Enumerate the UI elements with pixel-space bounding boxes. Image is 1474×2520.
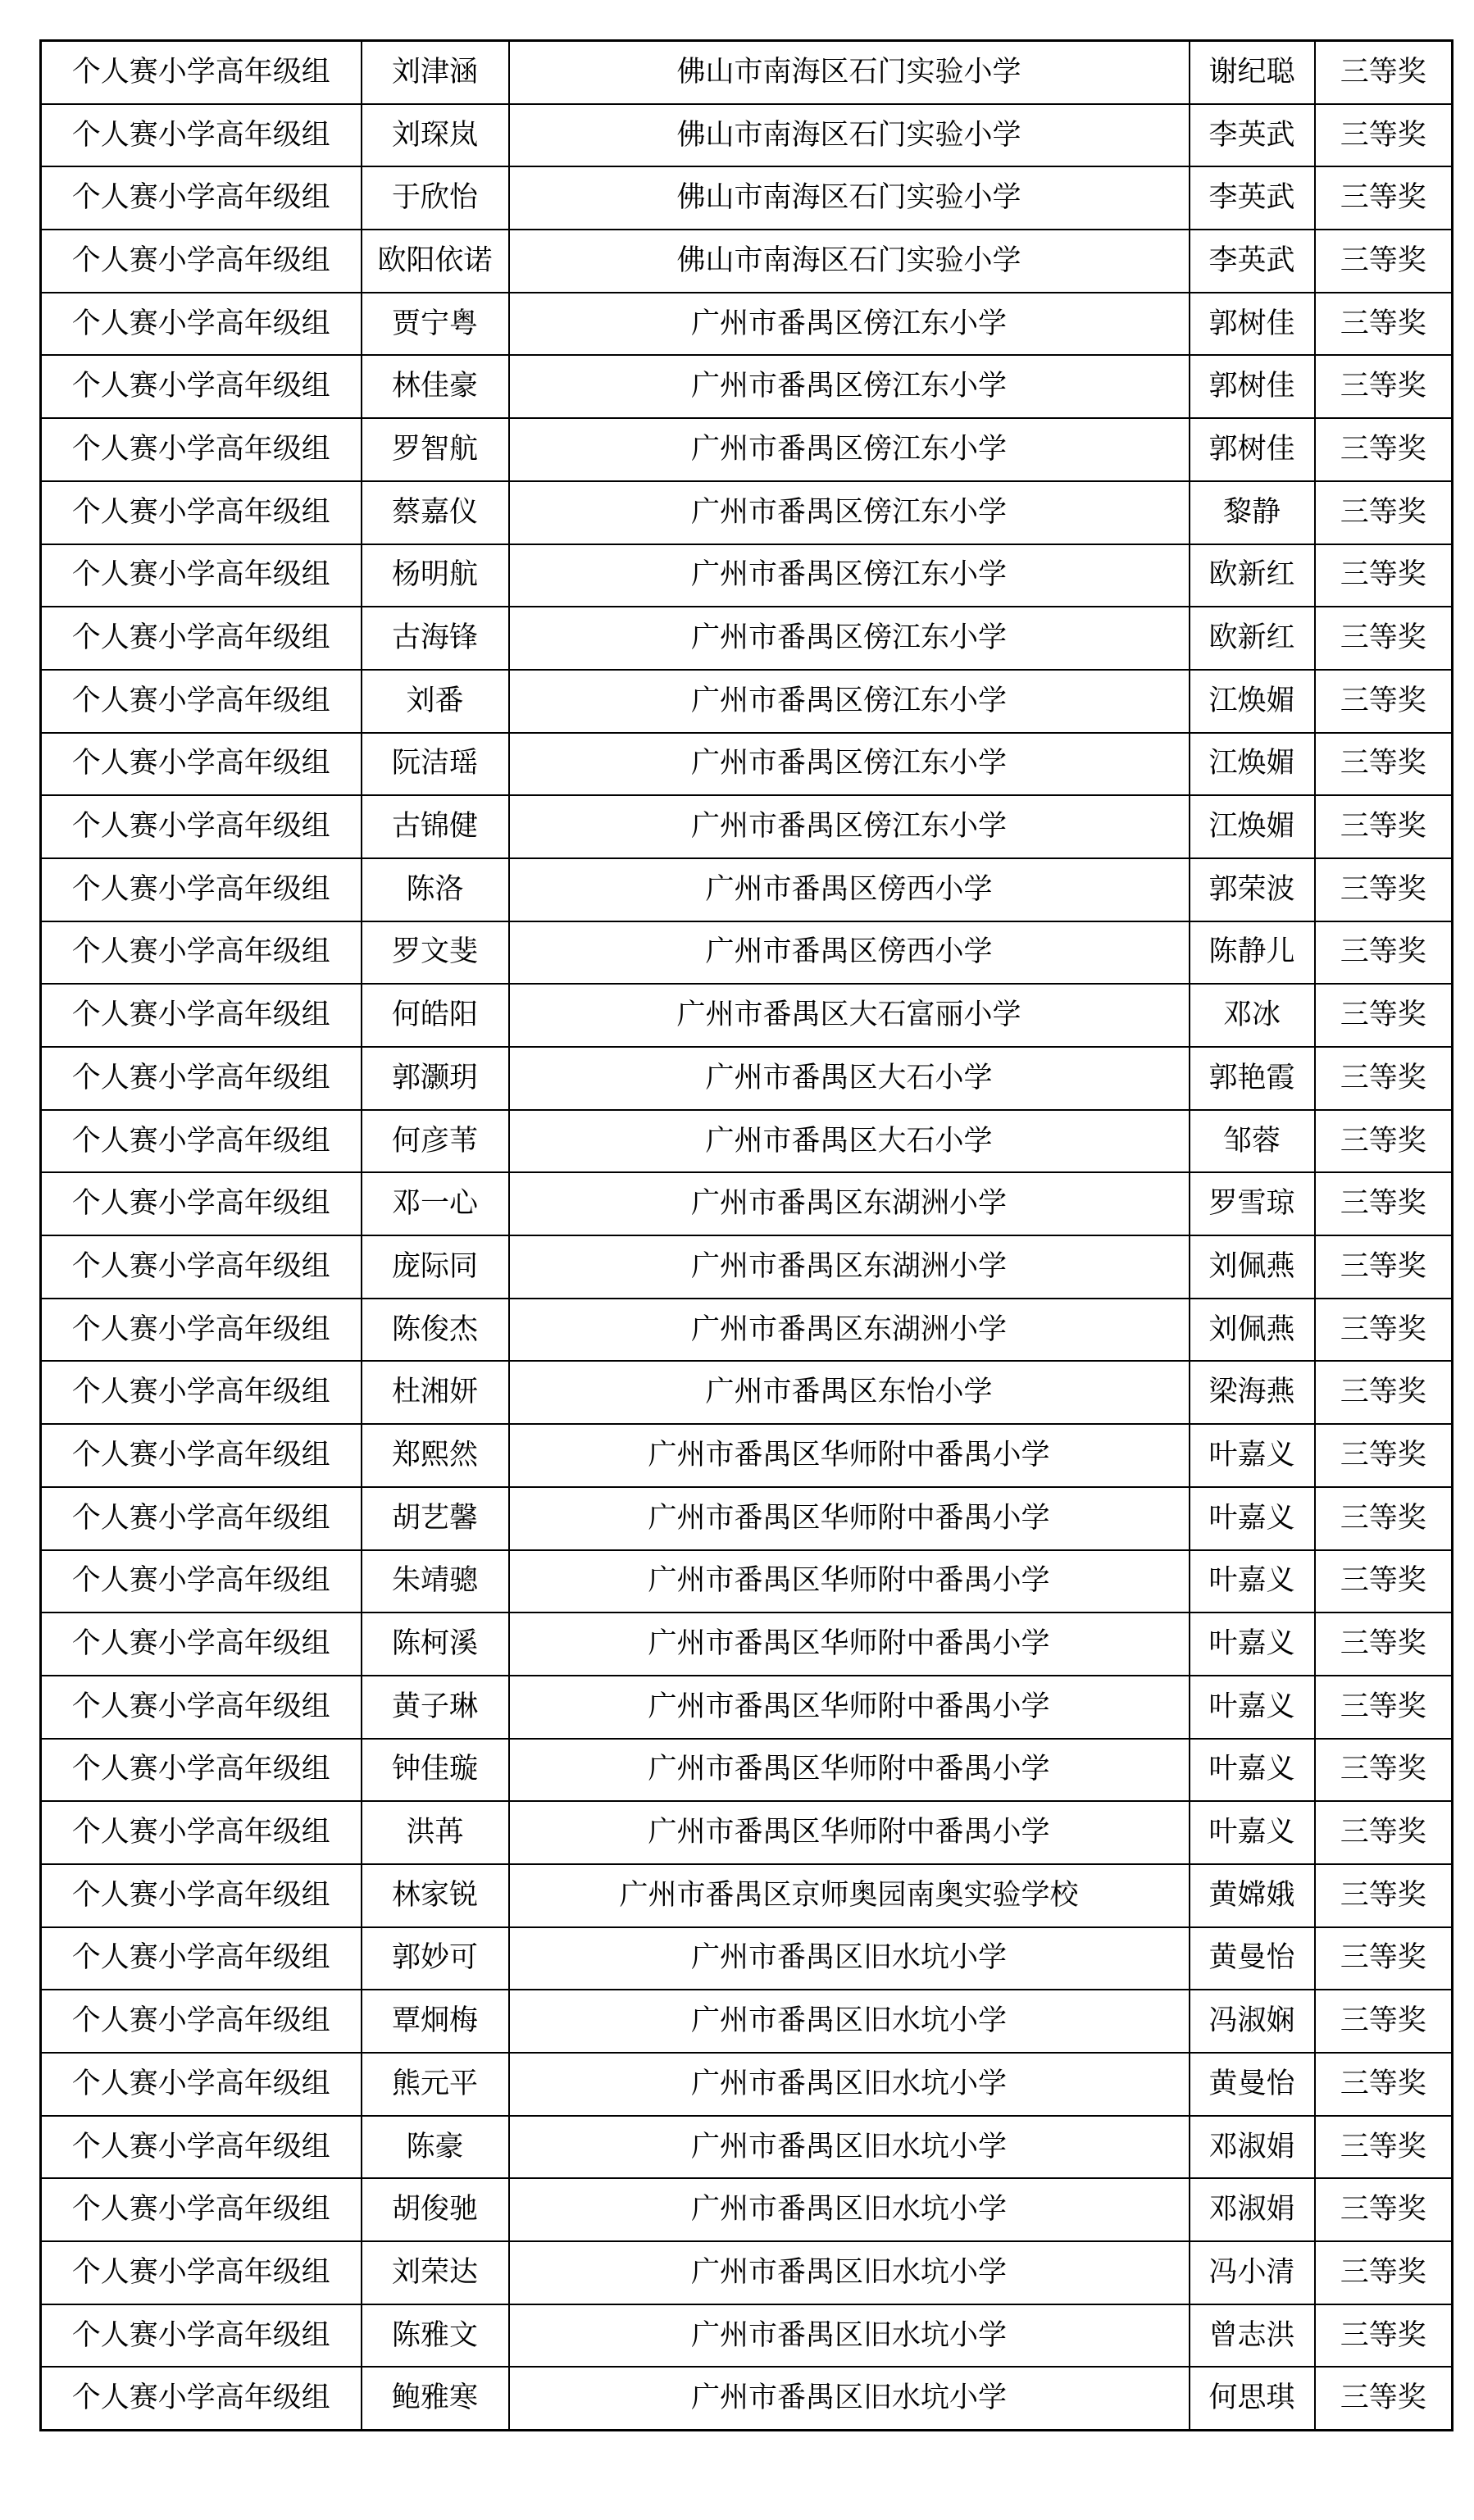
- student-name-cell: 古锦健: [362, 795, 509, 858]
- category-cell: 个人赛小学高年级组: [41, 481, 362, 544]
- school-cell: 广州市番禺区大石小学: [509, 1047, 1190, 1110]
- school-cell: 广州市番禺区旧水坑小学: [509, 2367, 1190, 2430]
- award-cell: 三等奖: [1315, 1801, 1453, 1864]
- category-cell: 个人赛小学高年级组: [41, 1047, 362, 1110]
- teacher-cell: 郭树佳: [1190, 418, 1315, 481]
- student-name-cell: 蔡嘉仪: [362, 481, 509, 544]
- table-row: [41, 293, 1453, 356]
- table-row: [41, 607, 1453, 670]
- award-cell: 三等奖: [1315, 1864, 1453, 1927]
- table-row: [41, 544, 1453, 607]
- award-cell: 三等奖: [1315, 1676, 1453, 1739]
- student-name-cell: 陈俊杰: [362, 1299, 509, 1362]
- school-cell: 广州市番禺区傍江东小学: [509, 293, 1190, 356]
- award-cell: 三等奖: [1315, 544, 1453, 607]
- table-row: [41, 858, 1453, 921]
- award-cell: 三等奖: [1315, 1739, 1453, 1802]
- school-cell: 广州市番禺区旧水坑小学: [509, 1990, 1190, 2053]
- teacher-cell: 叶嘉义: [1190, 1676, 1315, 1739]
- category-cell: 个人赛小学高年级组: [41, 921, 362, 985]
- school-cell: 广州市番禺区傍江东小学: [509, 795, 1190, 858]
- teacher-cell: 邓淑娟: [1190, 2116, 1315, 2179]
- category-cell: 个人赛小学高年级组: [41, 1361, 362, 1424]
- award-cell: 三等奖: [1315, 858, 1453, 921]
- award-cell: 三等奖: [1315, 2367, 1453, 2430]
- table-row: [41, 1613, 1453, 1676]
- teacher-cell: 叶嘉义: [1190, 1801, 1315, 1864]
- category-cell: 个人赛小学高年级组: [41, 2304, 362, 2368]
- teacher-cell: 叶嘉义: [1190, 1424, 1315, 1487]
- school-cell: 广州市番禺区华师附中番禺小学: [509, 1487, 1190, 1550]
- table-row: [41, 2367, 1453, 2430]
- table-row: [41, 418, 1453, 481]
- table-row: [41, 230, 1453, 293]
- student-name-cell: 林家锐: [362, 1864, 509, 1927]
- school-cell: 广州市番禺区东湖洲小学: [509, 1235, 1190, 1299]
- teacher-cell: 叶嘉义: [1190, 1613, 1315, 1676]
- category-cell: 个人赛小学高年级组: [41, 418, 362, 481]
- award-cell: 三等奖: [1315, 2241, 1453, 2304]
- school-cell: 佛山市南海区石门实验小学: [509, 166, 1190, 230]
- school-cell: 广州市番禺区傍江东小学: [509, 544, 1190, 607]
- school-cell: 广州市番禺区傍江东小学: [509, 355, 1190, 418]
- award-cell: 三等奖: [1315, 1424, 1453, 1487]
- student-name-cell: 胡艺馨: [362, 1487, 509, 1550]
- table-row: [41, 1927, 1453, 1990]
- student-name-cell: 罗智航: [362, 418, 509, 481]
- table-row: [41, 104, 1453, 167]
- table-row: [41, 2116, 1453, 2179]
- table-row: [41, 41, 1453, 104]
- award-cell: 三等奖: [1315, 733, 1453, 796]
- table-row: [41, 733, 1453, 796]
- teacher-cell: 冯小清: [1190, 2241, 1315, 2304]
- student-name-cell: 覃炯梅: [362, 1990, 509, 2053]
- student-name-cell: 刘荣达: [362, 2241, 509, 2304]
- category-cell: 个人赛小学高年级组: [41, 858, 362, 921]
- category-cell: 个人赛小学高年级组: [41, 670, 362, 733]
- teacher-cell: 邹蓉: [1190, 1110, 1315, 1173]
- student-name-cell: 罗文斐: [362, 921, 509, 985]
- award-cell: 三等奖: [1315, 104, 1453, 167]
- table-row: [41, 921, 1453, 985]
- school-cell: 广州市番禺区东湖洲小学: [509, 1172, 1190, 1235]
- category-cell: 个人赛小学高年级组: [41, 1172, 362, 1235]
- school-cell: 广州市番禺区旧水坑小学: [509, 2053, 1190, 2116]
- award-cell: 三等奖: [1315, 2178, 1453, 2241]
- teacher-cell: 叶嘉义: [1190, 1550, 1315, 1613]
- teacher-cell: 李英武: [1190, 230, 1315, 293]
- student-name-cell: 陈雅文: [362, 2304, 509, 2368]
- category-cell: 个人赛小学高年级组: [41, 1927, 362, 1990]
- student-name-cell: 陈柯溪: [362, 1613, 509, 1676]
- award-cell: 三等奖: [1315, 984, 1453, 1047]
- category-cell: 个人赛小学高年级组: [41, 1864, 362, 1927]
- teacher-cell: 郭树佳: [1190, 293, 1315, 356]
- category-cell: 个人赛小学高年级组: [41, 1739, 362, 1802]
- teacher-cell: 陈静儿: [1190, 921, 1315, 985]
- teacher-cell: 曾志洪: [1190, 2304, 1315, 2368]
- table-row: [41, 1361, 1453, 1424]
- teacher-cell: 李英武: [1190, 104, 1315, 167]
- school-cell: 广州市番禺区傍江东小学: [509, 481, 1190, 544]
- school-cell: 广州市番禺区旧水坑小学: [509, 2116, 1190, 2179]
- school-cell: 广州市番禺区傍江东小学: [509, 418, 1190, 481]
- award-cell: 三等奖: [1315, 2116, 1453, 2179]
- award-cell: 三等奖: [1315, 41, 1453, 104]
- category-cell: 个人赛小学高年级组: [41, 41, 362, 104]
- student-name-cell: 胡俊驰: [362, 2178, 509, 2241]
- category-cell: 个人赛小学高年级组: [41, 1110, 362, 1173]
- teacher-cell: 罗雪琼: [1190, 1172, 1315, 1235]
- teacher-cell: 邓淑娟: [1190, 2178, 1315, 2241]
- award-cell: 三等奖: [1315, 1299, 1453, 1362]
- table-row: [41, 984, 1453, 1047]
- category-cell: 个人赛小学高年级组: [41, 544, 362, 607]
- category-cell: 个人赛小学高年级组: [41, 2053, 362, 2116]
- table-row: [41, 1990, 1453, 2053]
- student-name-cell: 贾宁粤: [362, 293, 509, 356]
- student-name-cell: 阮洁瑶: [362, 733, 509, 796]
- table-row: [41, 355, 1453, 418]
- category-cell: 个人赛小学高年级组: [41, 1676, 362, 1739]
- student-name-cell: 陈洛: [362, 858, 509, 921]
- table-row: [41, 481, 1453, 544]
- table-row: [41, 1299, 1453, 1362]
- school-cell: 佛山市南海区石门实验小学: [509, 104, 1190, 167]
- category-cell: 个人赛小学高年级组: [41, 1990, 362, 2053]
- table-row: [41, 2178, 1453, 2241]
- award-cell: 三等奖: [1315, 670, 1453, 733]
- teacher-cell: 江焕媚: [1190, 795, 1315, 858]
- award-cell: 三等奖: [1315, 1613, 1453, 1676]
- student-name-cell: 古海锋: [362, 607, 509, 670]
- category-cell: 个人赛小学高年级组: [41, 355, 362, 418]
- student-name-cell: 熊元平: [362, 2053, 509, 2116]
- award-cell: 三等奖: [1315, 921, 1453, 985]
- school-cell: 广州市番禺区傍西小学: [509, 858, 1190, 921]
- student-name-cell: 郭妙可: [362, 1927, 509, 1990]
- student-name-cell: 杜湘妍: [362, 1361, 509, 1424]
- teacher-cell: 郭树佳: [1190, 355, 1315, 418]
- award-cell: 三等奖: [1315, 166, 1453, 230]
- student-name-cell: 庞际同: [362, 1235, 509, 1299]
- category-cell: 个人赛小学高年级组: [41, 230, 362, 293]
- school-cell: 广州市番禺区旧水坑小学: [509, 2241, 1190, 2304]
- table-row: [41, 1801, 1453, 1864]
- teacher-cell: 叶嘉义: [1190, 1739, 1315, 1802]
- student-name-cell: 刘津涵: [362, 41, 509, 104]
- teacher-cell: 郭艳霞: [1190, 1047, 1315, 1110]
- award-cell: 三等奖: [1315, 1110, 1453, 1173]
- award-cell: 三等奖: [1315, 2304, 1453, 2368]
- teacher-cell: 何思琪: [1190, 2367, 1315, 2430]
- student-name-cell: 陈豪: [362, 2116, 509, 2179]
- table-row: [41, 670, 1453, 733]
- student-name-cell: 刘番: [362, 670, 509, 733]
- teacher-cell: 江焕媚: [1190, 733, 1315, 796]
- award-cell: 三等奖: [1315, 230, 1453, 293]
- table-row: [41, 1172, 1453, 1235]
- school-cell: 广州市番禺区大石小学: [509, 1110, 1190, 1173]
- award-cell: 三等奖: [1315, 355, 1453, 418]
- award-cell: 三等奖: [1315, 1487, 1453, 1550]
- category-cell: 个人赛小学高年级组: [41, 166, 362, 230]
- student-name-cell: 朱靖骢: [362, 1550, 509, 1613]
- category-cell: 个人赛小学高年级组: [41, 2178, 362, 2241]
- school-cell: 广州市番禺区旧水坑小学: [509, 1927, 1190, 1990]
- teacher-cell: 刘佩燕: [1190, 1235, 1315, 1299]
- school-cell: 广州市番禺区傍西小学: [509, 921, 1190, 985]
- table-row: [41, 166, 1453, 230]
- teacher-cell: 黄曼怡: [1190, 2053, 1315, 2116]
- award-cell: 三等奖: [1315, 2053, 1453, 2116]
- table-row: [41, 2304, 1453, 2368]
- student-name-cell: 于欣怡: [362, 166, 509, 230]
- school-cell: 广州市番禺区东怡小学: [509, 1361, 1190, 1424]
- category-cell: 个人赛小学高年级组: [41, 104, 362, 167]
- teacher-cell: 谢纪聪: [1190, 41, 1315, 104]
- teacher-cell: 江焕媚: [1190, 670, 1315, 733]
- school-cell: 广州市番禺区京师奥园南奥实验学校: [509, 1864, 1190, 1927]
- student-name-cell: 洪苒: [362, 1801, 509, 1864]
- table-row: [41, 795, 1453, 858]
- teacher-cell: 欧新红: [1190, 544, 1315, 607]
- award-cell: 三等奖: [1315, 1235, 1453, 1299]
- award-cell: 三等奖: [1315, 1047, 1453, 1110]
- school-cell: 广州市番禺区大石富丽小学: [509, 984, 1190, 1047]
- table-row: [41, 1739, 1453, 1802]
- school-cell: 佛山市南海区石门实验小学: [509, 41, 1190, 104]
- school-cell: 广州市番禺区傍江东小学: [509, 733, 1190, 796]
- student-name-cell: 何皓阳: [362, 984, 509, 1047]
- award-cell: 三等奖: [1315, 1550, 1453, 1613]
- category-cell: 个人赛小学高年级组: [41, 1801, 362, 1864]
- category-cell: 个人赛小学高年级组: [41, 1424, 362, 1487]
- teacher-cell: 黄嫦娥: [1190, 1864, 1315, 1927]
- student-name-cell: 刘琛岚: [362, 104, 509, 167]
- school-cell: 广州市番禺区华师附中番禺小学: [509, 1676, 1190, 1739]
- category-cell: 个人赛小学高年级组: [41, 795, 362, 858]
- school-cell: 广州市番禺区傍江东小学: [509, 670, 1190, 733]
- student-name-cell: 郑熙然: [362, 1424, 509, 1487]
- category-cell: 个人赛小学高年级组: [41, 1550, 362, 1613]
- student-name-cell: 黄子琳: [362, 1676, 509, 1739]
- school-cell: 佛山市南海区石门实验小学: [509, 230, 1190, 293]
- award-table-body: [41, 41, 1453, 2431]
- award-table: [39, 39, 1454, 2431]
- school-cell: 广州市番禺区旧水坑小学: [509, 2304, 1190, 2368]
- school-cell: 广州市番禺区华师附中番禺小学: [509, 1550, 1190, 1613]
- student-name-cell: 何彦苇: [362, 1110, 509, 1173]
- teacher-cell: 邓冰: [1190, 984, 1315, 1047]
- award-cell: 三等奖: [1315, 418, 1453, 481]
- category-cell: 个人赛小学高年级组: [41, 607, 362, 670]
- table-row: [41, 2053, 1453, 2116]
- teacher-cell: 梁海燕: [1190, 1361, 1315, 1424]
- student-name-cell: 欧阳依诺: [362, 230, 509, 293]
- student-name-cell: 钟佳璇: [362, 1739, 509, 1802]
- category-cell: 个人赛小学高年级组: [41, 733, 362, 796]
- category-cell: 个人赛小学高年级组: [41, 1613, 362, 1676]
- award-cell: 三等奖: [1315, 1990, 1453, 2053]
- school-cell: 广州市番禺区东湖洲小学: [509, 1299, 1190, 1362]
- school-cell: 广州市番禺区华师附中番禺小学: [509, 1613, 1190, 1676]
- school-cell: 广州市番禺区华师附中番禺小学: [509, 1424, 1190, 1487]
- student-name-cell: 林佳豪: [362, 355, 509, 418]
- school-cell: 广州市番禺区旧水坑小学: [509, 2178, 1190, 2241]
- table-row: [41, 1047, 1453, 1110]
- award-cell: 三等奖: [1315, 795, 1453, 858]
- category-cell: 个人赛小学高年级组: [41, 293, 362, 356]
- award-cell: 三等奖: [1315, 293, 1453, 356]
- award-cell: 三等奖: [1315, 1361, 1453, 1424]
- teacher-cell: 刘佩燕: [1190, 1299, 1315, 1362]
- student-name-cell: 杨明航: [362, 544, 509, 607]
- category-cell: 个人赛小学高年级组: [41, 2367, 362, 2430]
- school-cell: 广州市番禺区华师附中番禺小学: [509, 1801, 1190, 1864]
- student-name-cell: 郭灏玥: [362, 1047, 509, 1110]
- table-row: [41, 1110, 1453, 1173]
- category-cell: 个人赛小学高年级组: [41, 2116, 362, 2179]
- table-row: [41, 1487, 1453, 1550]
- teacher-cell: 郭荣波: [1190, 858, 1315, 921]
- award-cell: 三等奖: [1315, 1172, 1453, 1235]
- table-row: [41, 1235, 1453, 1299]
- teacher-cell: 黄曼怡: [1190, 1927, 1315, 1990]
- award-cell: 三等奖: [1315, 1927, 1453, 1990]
- table-row: [41, 1864, 1453, 1927]
- student-name-cell: 邓一心: [362, 1172, 509, 1235]
- award-cell: 三等奖: [1315, 607, 1453, 670]
- student-name-cell: 鲍雅寒: [362, 2367, 509, 2430]
- award-cell: 三等奖: [1315, 481, 1453, 544]
- teacher-cell: 叶嘉义: [1190, 1487, 1315, 1550]
- teacher-cell: 冯淑娴: [1190, 1990, 1315, 2053]
- school-cell: 广州市番禺区傍江东小学: [509, 607, 1190, 670]
- category-cell: 个人赛小学高年级组: [41, 984, 362, 1047]
- teacher-cell: 李英武: [1190, 166, 1315, 230]
- category-cell: 个人赛小学高年级组: [41, 1487, 362, 1550]
- table-row: [41, 2241, 1453, 2304]
- teacher-cell: 欧新红: [1190, 607, 1315, 670]
- table-row: [41, 1676, 1453, 1739]
- school-cell: 广州市番禺区华师附中番禺小学: [509, 1739, 1190, 1802]
- category-cell: 个人赛小学高年级组: [41, 2241, 362, 2304]
- category-cell: 个人赛小学高年级组: [41, 1235, 362, 1299]
- teacher-cell: 黎静: [1190, 481, 1315, 544]
- table-row: [41, 1550, 1453, 1613]
- table-row: [41, 1424, 1453, 1487]
- category-cell: 个人赛小学高年级组: [41, 1299, 362, 1362]
